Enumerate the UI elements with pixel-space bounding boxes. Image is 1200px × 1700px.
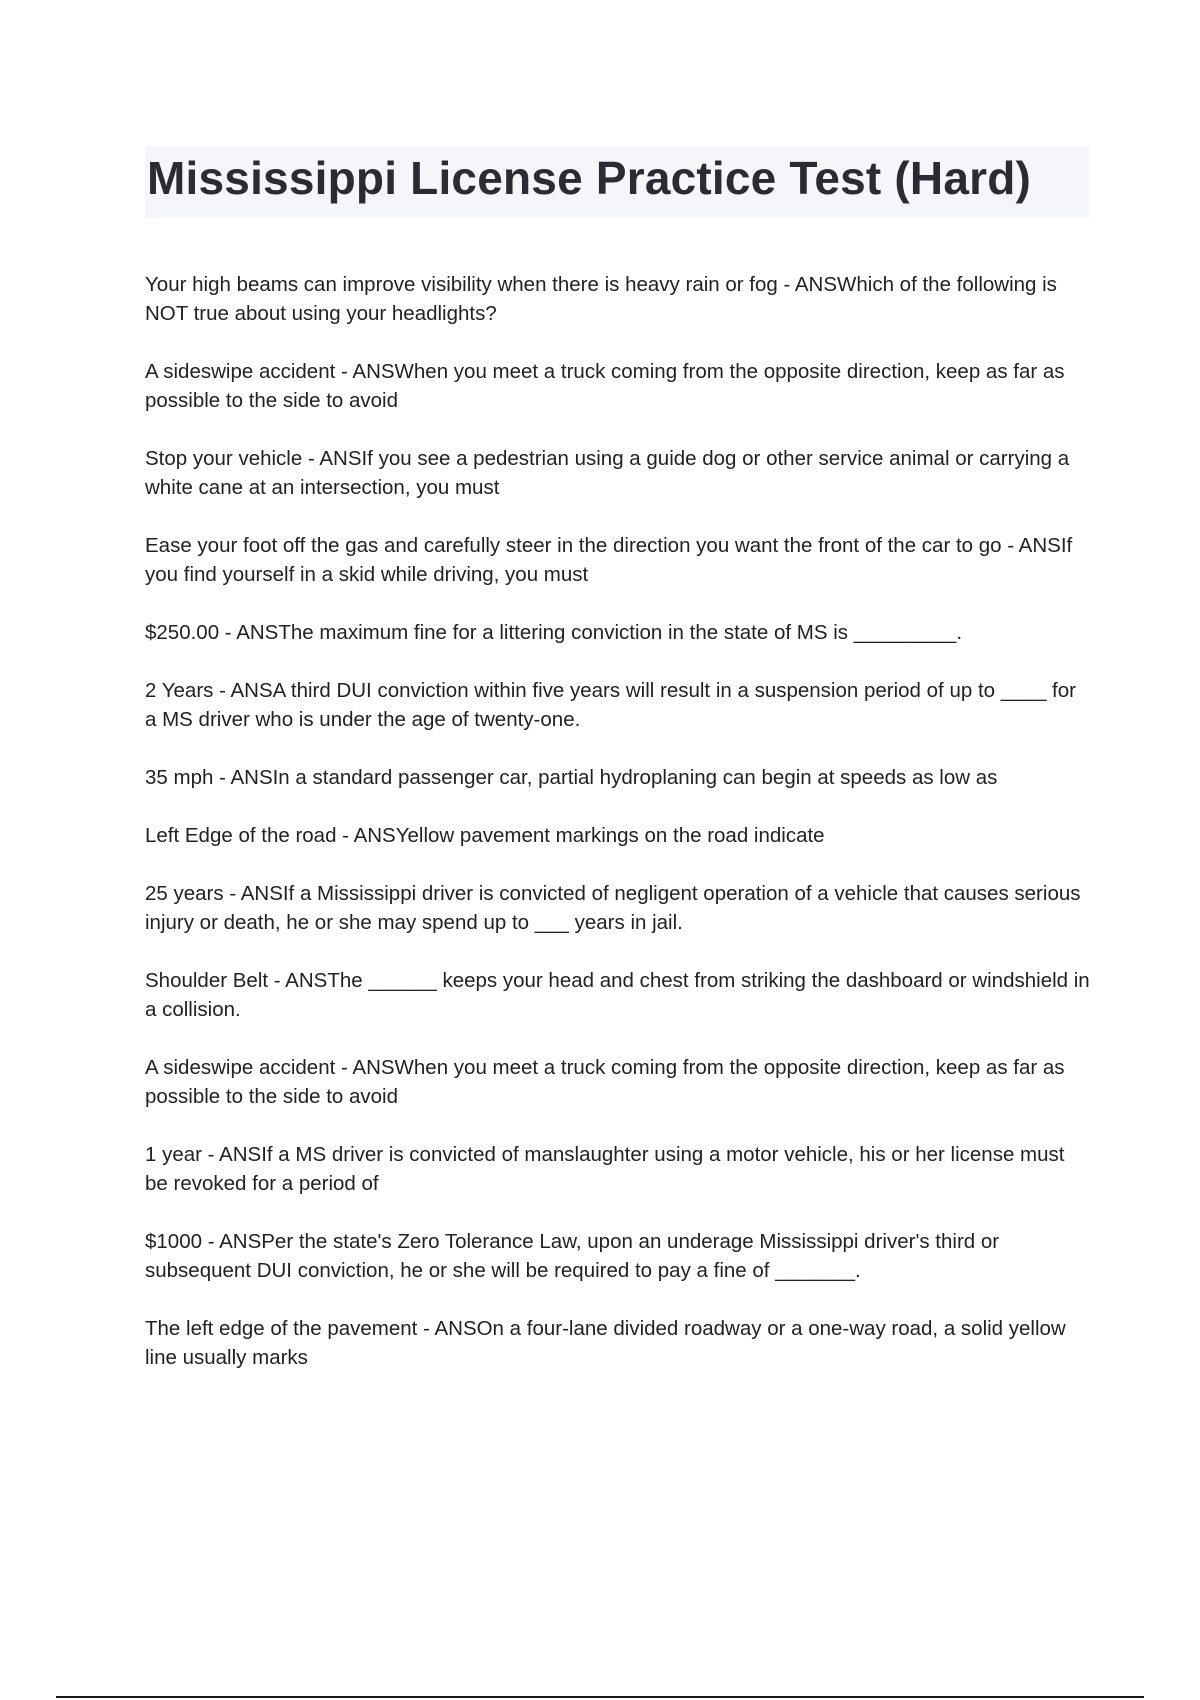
qa-item: $250.00 - ANSThe maximum fine for a littering conviction in the state of MS is _________. — [145, 621, 963, 644]
qa-item: 1 year - ANSIf a MS driver is convicted of manslaughter using a motor vehicle, his or her license must be revoked for a period of — [145, 1143, 1065, 1195]
qa-item: Stop your vehicle - ANSIf you see a pedestrian using a guide dog or other service animal or carrying a white cane at an intersection, you must — [145, 447, 1070, 499]
page-bottom-divider — [56, 1696, 1144, 1698]
page-title: Mississippi License Practice Test (Hard) — [147, 152, 1032, 204]
qa-list — [145, 270, 1090, 1401]
qa-item: The left edge of the pavement - ANSOn a four-lane divided roadway or a one-way road, a solid yellow line usually marks — [145, 1317, 1066, 1369]
qa-item: Left Edge of the road - ANSYellow pavement markings on the road indicate — [145, 824, 825, 847]
qa-item: A sideswipe accident - ANSWhen you meet a truck coming from the opposite direction, keep as far as possible to the side to avoid — [145, 1056, 1065, 1108]
qa-item: 2 Years - ANSA third DUI conviction within five years will result in a suspension period of up to ____ for a MS driver who is under the age of twenty-one. — [145, 679, 1076, 731]
qa-item: Ease your foot off the gas and carefully steer in the direction you want the front of the car to go - ANSIf you find yourself in a skid while driving, you must — [145, 534, 1073, 586]
title-banner — [145, 146, 1089, 218]
qa-item: 35 mph - ANSIn a standard passenger car, partial hydroplaning can begin at speeds as low as — [145, 766, 998, 789]
qa-item: Your high beams can improve visibility when there is heavy rain or fog - ANSWhich of the following is NOT true about using your headlights? — [145, 273, 1057, 325]
qa-item: 25 years - ANSIf a Mississippi driver is convicted of negligent operation of a vehicle that causes serious injury or death, he or she may spend up to ___ years in jail. — [145, 882, 1081, 934]
qa-item: $1000 - ANSPer the state's Zero Tolerance Law, upon an underage Mississippi driver's third or subsequent DUI conviction, he or she will be required to pay a fine of _______. — [145, 1230, 1000, 1282]
qa-item: Shoulder Belt - ANSThe ______ keeps your head and chest from striking the dashboard or windshield in a collision. — [145, 969, 1090, 1021]
qa-item: A sideswipe accident - ANSWhen you meet a truck coming from the opposite direction, keep as far as possible to the side to avoid — [145, 360, 1065, 412]
